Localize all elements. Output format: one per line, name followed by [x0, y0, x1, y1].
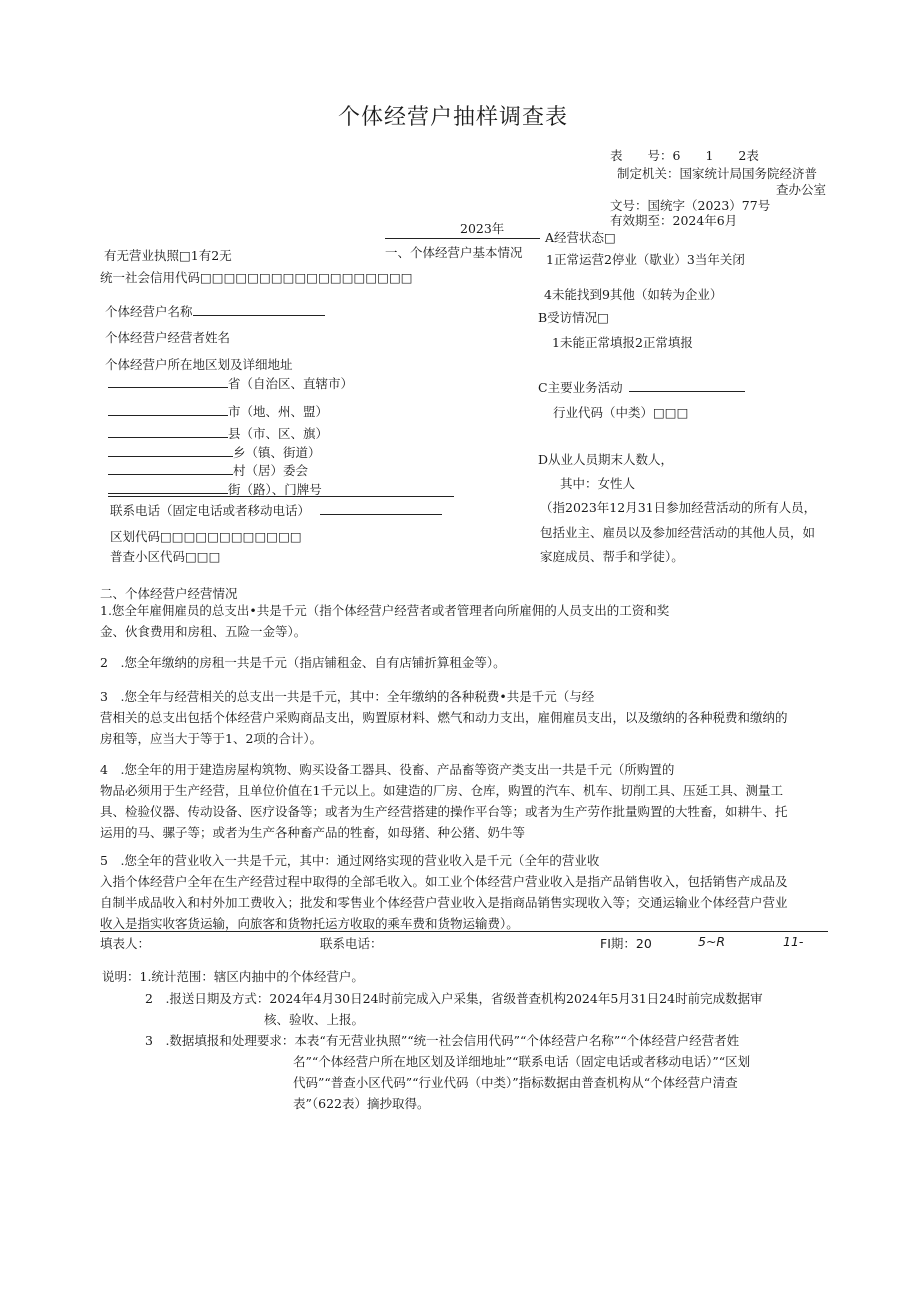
- address-town[interactable]: 乡（镇、街道）: [108, 443, 321, 461]
- fill-date-day: 11-: [783, 934, 804, 949]
- status-options-2: 4未能找到9其他（如转为企业）: [544, 287, 723, 302]
- note-1: 说明：1.统计范围：辖区内抽中的个体经营户。: [102, 969, 364, 984]
- name-label: 个体经营户名称: [105, 304, 193, 319]
- name-field[interactable]: [105, 302, 325, 320]
- valid-until: 有效期至：2024年6月: [610, 213, 738, 228]
- contact-phone-field[interactable]: 联系电话：: [320, 936, 383, 951]
- address-city[interactable]: 市（地、州、盟）: [108, 402, 328, 420]
- status-field[interactable]: A经营状态□: [545, 230, 616, 245]
- note-2: 2 .报送日期及方式：2024年4月30日24时前完成入户采集，省级普查机构2024年5月31日24时前完成数据审 核、验收、上报。: [145, 991, 763, 1027]
- status-options-1: 1正常运营2停业（歇业）3当年关闭: [546, 252, 745, 267]
- header-rule: [385, 238, 540, 239]
- industry-code-field[interactable]: 行业代码（中类）□□□: [553, 405, 689, 420]
- activity-input-line[interactable]: [629, 378, 745, 392]
- street-input-line[interactable]: [108, 480, 228, 494]
- survey-year: 2023年: [460, 221, 505, 236]
- credit-code-field[interactable]: 统一社会信用代码□□□□□□□□□□□□□□□□□□: [100, 270, 413, 285]
- fill-date-field[interactable]: FI期：20: [600, 936, 652, 951]
- name-input-line[interactable]: [193, 302, 325, 316]
- activity-field[interactable]: [538, 378, 745, 396]
- license-field[interactable]: 有无营业执照□1有2无: [104, 248, 232, 263]
- address-street[interactable]: 街（路）、门牌号: [108, 480, 322, 498]
- staff-note-3: 家庭成员、帮手和学徒）。: [540, 549, 684, 564]
- area-code-field[interactable]: 区划代码□□□□□□□□□□□□: [110, 529, 302, 544]
- filler-field[interactable]: 填表人：: [100, 936, 151, 951]
- section-1-title: 一、个体经营户基本情况: [385, 245, 523, 260]
- address-rule: [108, 496, 454, 497]
- fill-date-month: 5~R: [698, 934, 726, 949]
- census-code-field[interactable]: 普查小区代码□□□: [110, 549, 221, 564]
- agency-line-2: 查办公室: [776, 182, 827, 197]
- village-input-line[interactable]: [108, 461, 233, 475]
- city-input-line[interactable]: [108, 402, 228, 416]
- question-2: 2 .您全年缴纳的房租一共是千元（指店铺租金、自有店铺折算租金等）。: [100, 655, 506, 670]
- visit-options: 1未能正常填报2正常填报: [552, 335, 693, 350]
- phone-field[interactable]: [110, 501, 442, 519]
- address-label: 个体经营户所在地区划及详细地址: [105, 357, 293, 372]
- table-number: 表 号：6 1 2表: [610, 148, 759, 163]
- address-province[interactable]: 省（自治区、直辖市）: [108, 374, 353, 392]
- county-input-line[interactable]: [108, 424, 228, 438]
- footer-rule: [100, 931, 828, 932]
- phone-label: 联系电话（固定电话或者移动电话）: [110, 503, 311, 518]
- staff-note-1: （指2023年12月31日参加经营活动的所有人员，: [540, 500, 817, 515]
- operator-name-label: 个体经营户经营者姓名: [105, 330, 231, 345]
- document-number: 文号：国统字（2023）77号: [610, 198, 771, 213]
- staff-count-field[interactable]: D从业人员期末人数人，: [538, 452, 674, 467]
- agency-line-1: 制定机关：国家统计局国务院经济普: [617, 166, 818, 181]
- staff-note-2: 包括业主、雇员以及参加经营活动的其他人员，如: [540, 525, 816, 540]
- address-county[interactable]: 县（市、区、旗）: [108, 424, 328, 442]
- section-2-title: 二、个体经营户经营情况: [100, 586, 238, 601]
- note-3: 3 .数据填报和处理要求：本表“有无营业执照”“统一社会信用代码”“个体经营户名称”“个体经营户经营者姓 名”“个体经营户所在地区划及详细地址”“联系电话（固定电话或者移动电话）”“区划 代码”“普查小区代码”“行业代码（中类）”指标数据由普查机构从“个体经营户清查 表”（622表）摘抄取得。: [145, 1033, 751, 1111]
- phone-input-line[interactable]: [320, 501, 442, 515]
- question-3: 3 .您全年与经营相关的总支出一共是千元，其中：全年缴纳的各种税费•共是千元（与经 营相关的总支出包括个体经营户采购商品支出，购置原材料、燃气和动力支出，雇佣雇员支出，以及缴纳的各种税费和缴纳的 房租等，应当大于等于1、2项的合计）。: [100, 689, 788, 746]
- page-title: 个体经营户抽样调查表: [338, 105, 569, 130]
- question-4: 4 .您全年的用于建造房屋构筑物、购买设备工器具、役畜、产品畜等资产类支出一共是千元（所购置的 物品必须用于生产经营，且单位价值在1千元以上。如建造的厂房、仓库，购置的汽车、机车、切削工具、压延工具、测量工 具、检验仪器、传动设备、医疗设备等；或者为生产经营搭建的操作平台等；或者为生产劳作批量购置的大牲畜，如耕牛、托 运用的马、骡子等；或者为生产各种畜产品的牲畜，如母猪、种公猪、奶牛等: [100, 762, 788, 840]
- question-1: 1.您全年雇佣雇员的总支出•共是千元（指个体经营户经营者或者管理者向所雇佣的人员支出的工资和奖 金、伙食费用和房租、五险一金等）。: [100, 603, 670, 639]
- visit-field[interactable]: B受访情况□: [538, 310, 609, 325]
- activity-label: C主要业务活动: [538, 380, 623, 395]
- question-5: 5 .您全年的营业收入一共是千元，其中：通过网络实现的营业收入是千元（全年的营业收 入指个体经营户全年在生产经营过程中取得的全部毛收入。如工业个体经营户营业收入是指产品销售收入，包括销售产成品及 自制半成品收入和村外加工费收入；批发和零售业个体经营户营业收入是指商品销售实现收入等；交通运输业个体经营户营业 收入是指实收客货运输，向旅客和货物托运方收取的乘车费和货物运输费）。: [100, 853, 788, 931]
- female-count-field[interactable]: 其中：女性人: [560, 476, 636, 491]
- province-input-line[interactable]: [108, 374, 228, 388]
- address-village[interactable]: 村（居）委会: [108, 461, 308, 479]
- town-input-line[interactable]: [108, 443, 233, 457]
